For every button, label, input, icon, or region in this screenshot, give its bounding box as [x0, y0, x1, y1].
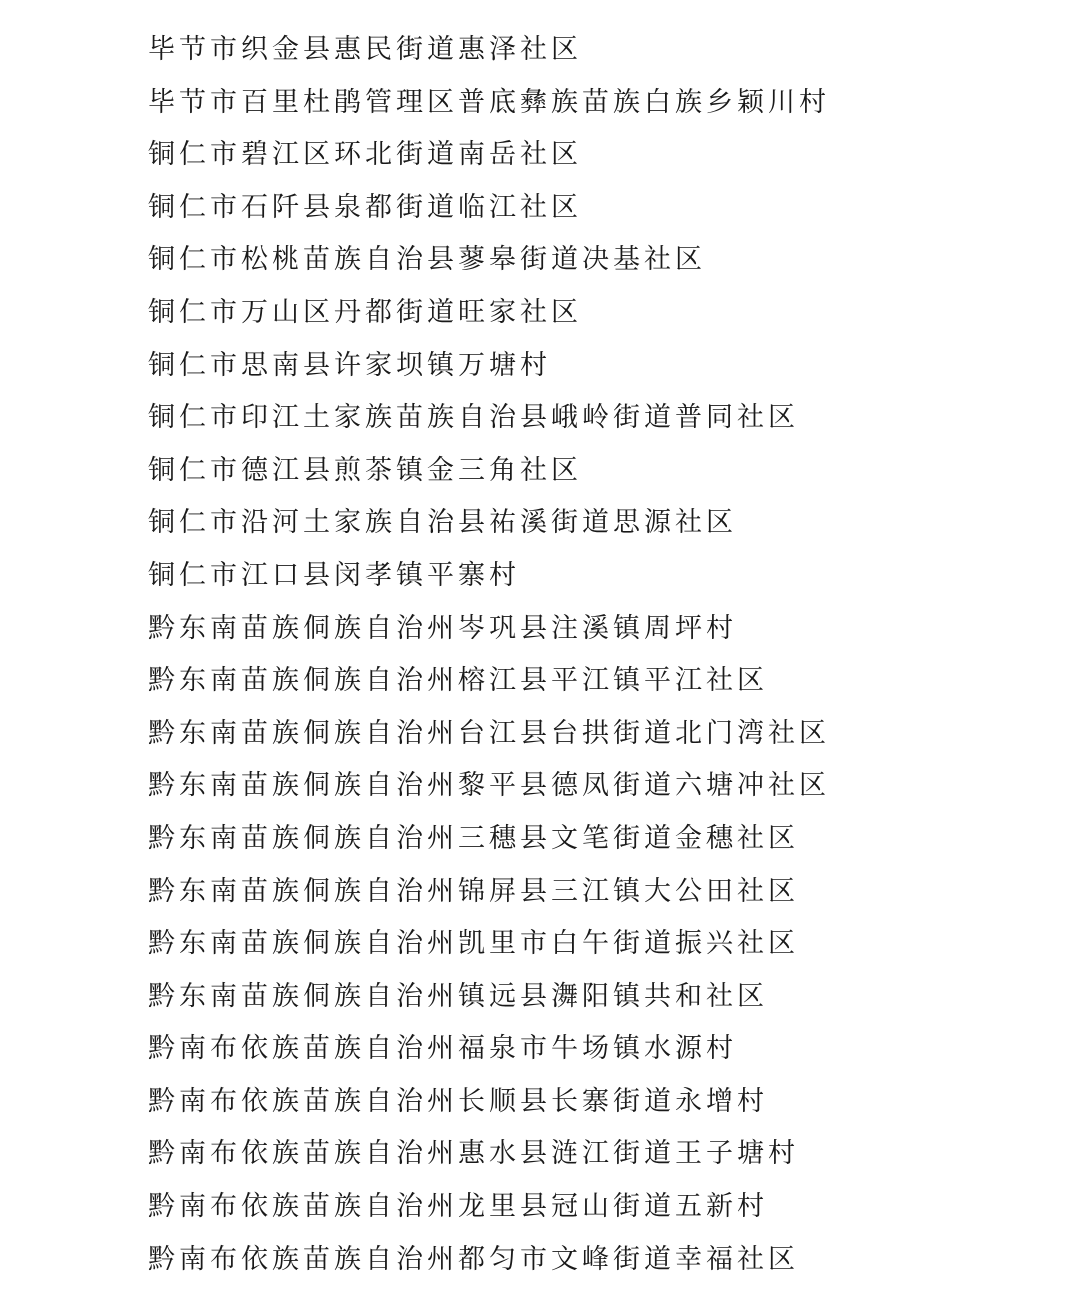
list-item: 铜仁市万山区丹都街道旺家社区 [148, 296, 582, 328]
list-item: 黔南布依族苗族自治州惠水县涟江街道王子塘村 [148, 1138, 799, 1170]
list-item: 铜仁市石阡县泉都街道临江社区 [148, 191, 582, 223]
list-item: 铜仁市德江县煎茶镇金三角社区 [148, 454, 582, 486]
list-item: 铜仁市碧江区环北街道南岳社区 [148, 139, 582, 171]
list-item: 铜仁市松桃苗族自治县蓼皋街道决基社区 [148, 244, 706, 276]
list-item: 铜仁市沿河土家族自治县祐溪街道思源社区 [148, 507, 737, 539]
list-item: 黔南布依族苗族自治州龙里县冠山街道五新村 [148, 1191, 768, 1223]
list-item: 黔东南苗族侗族自治州黎平县德凤街道六塘冲社区 [148, 770, 830, 802]
list-item: 黔东南苗族侗族自治州榕江县平江镇平江社区 [148, 665, 768, 697]
list-item: 铜仁市江口县闵孝镇平寨村 [148, 559, 520, 591]
list-item: 铜仁市思南县许家坝镇万塘村 [148, 349, 551, 381]
list-item: 黔东南苗族侗族自治州凯里市白午街道振兴社区 [148, 928, 799, 960]
list-item: 毕节市织金县惠民街道惠泽社区 [148, 34, 582, 65]
list-item: 毕节市百里杜鹃管理区普底彝族苗族白族乡颖川村 [148, 86, 830, 118]
list-item: 黔东南苗族侗族自治州岑巩县注溪镇周坪村 [148, 612, 737, 644]
community-list [148, 24, 1048, 1286]
list-item: 黔东南苗族侗族自治州镇远县㵲阳镇共和社区 [148, 980, 768, 1012]
list-item: 黔南布依族苗族自治州长顺县长寨街道永增村 [148, 1085, 768, 1117]
list-item: 黔东南苗族侗族自治州台江县台拱街道北门湾社区 [148, 717, 830, 749]
list-item: 黔南布依族苗族自治州福泉市牛场镇水源村 [148, 1033, 737, 1065]
list-item: 黔东南苗族侗族自治州锦屏县三江镇大公田社区 [148, 875, 799, 907]
list-item: 铜仁市印江土家族苗族自治县峨岭街道普同社区 [148, 402, 799, 434]
list-item: 黔东南苗族侗族自治州三穗县文笔街道金穗社区 [148, 822, 799, 854]
list-item: 黔南布依族苗族自治州都匀市文峰街道幸福社区 [148, 1243, 799, 1275]
